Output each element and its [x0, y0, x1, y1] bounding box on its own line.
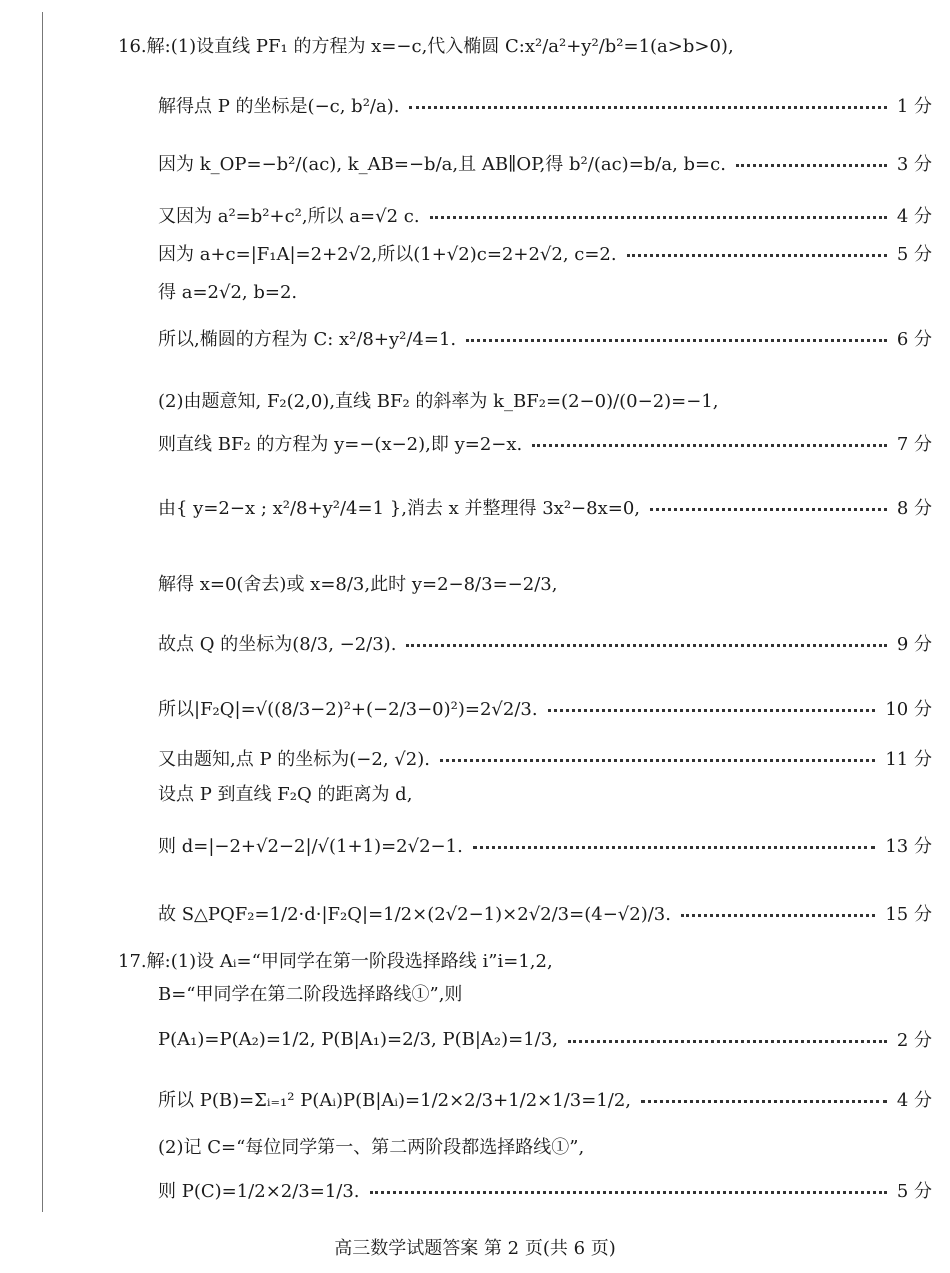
- score: 5 分: [896, 1181, 932, 1202]
- answer-line: [158, 1024, 932, 1054]
- leader-dots: [466, 339, 887, 342]
- score: 7 分: [896, 434, 932, 455]
- score: 1 分: [896, 96, 932, 117]
- line-text: 解得 x=0(舍去)或 x=8/3,此时 y=2−8/3=−2/3,: [158, 574, 558, 595]
- line-text: 16.解:(1)设直线 PF₁ 的方程为 x=−c,代入椭圆 C:x²/a²+y²/b²=1(a>b>0),: [118, 36, 734, 57]
- answer-line: [158, 90, 932, 120]
- score: 8 分: [896, 498, 932, 519]
- answer-line: [158, 978, 932, 1008]
- answer-line: [158, 1175, 932, 1205]
- answer-line: [158, 898, 932, 928]
- score: 4 分: [896, 206, 932, 227]
- answer-line: [158, 568, 932, 598]
- answer-line: [158, 492, 932, 522]
- line-text: P(A₁)=P(A₂)=1/2, P(B|A₁)=2/3, P(B|A₂)=1/3,: [158, 1028, 558, 1050]
- answer-line: [158, 1084, 932, 1114]
- answer-line: [158, 778, 932, 808]
- line-text: 则 d=|−2+√2−2|/√(1+1)=2√2−1.: [158, 836, 463, 857]
- line-text: 故 S△PQF₂=1/2·d·|F₂Q|=1/2×(2√2−1)×2√2/3=(4−√2)/3.: [158, 904, 671, 925]
- score: 6 分: [896, 329, 932, 350]
- score: 10 分: [885, 699, 932, 720]
- score: 9 分: [896, 634, 932, 655]
- leader-dots: [440, 759, 875, 762]
- line-text: 又由题知,点 P 的坐标为(−2, √2).: [158, 749, 430, 770]
- leader-dots: [532, 444, 887, 447]
- score: 13 分: [885, 836, 932, 857]
- leader-dots: [650, 508, 887, 511]
- answer-line: [158, 238, 932, 268]
- score: 11 分: [885, 749, 932, 770]
- line-text: 17.解:(1)设 Aᵢ=“甲同学在第一阶段选择路线 i”i=1,2,: [118, 951, 553, 972]
- score: 2 分: [896, 1030, 932, 1051]
- leader-dots: [641, 1100, 887, 1103]
- answer-line: [158, 743, 932, 773]
- leader-dots: [370, 1191, 887, 1194]
- score: 3 分: [896, 154, 932, 175]
- answer-line: [158, 628, 932, 658]
- line-text: 得 a=2√2, b=2.: [158, 282, 298, 303]
- line-text: B=“甲同学在第二阶段选择路线①”,则: [158, 984, 463, 1005]
- answer-line: [158, 428, 932, 458]
- leader-dots: [473, 846, 876, 849]
- answer-line: [158, 200, 932, 230]
- line-text: 所以,椭圆的方程为 C: x²/8+y²/4=1.: [158, 329, 457, 350]
- answer-line: [118, 945, 932, 975]
- score: 15 分: [885, 904, 932, 925]
- line-text: (2)由题意知, F₂(2,0),直线 BF₂ 的斜率为 k_BF₂=(2−0)/(0−2)=−1,: [158, 391, 719, 412]
- answer-line: [158, 693, 932, 723]
- page-footer: 高三数学试题答案 第 2 页(共 6 页): [334, 1238, 616, 1259]
- line-text: 又因为 a²=b²+c²,所以 a=√2 c.: [158, 206, 420, 227]
- line-text: 由{ y=2−x ; x²/8+y²/4=1 },消去 x 并整理得 3x²−8x=0,: [158, 498, 640, 519]
- leader-dots: [681, 914, 875, 917]
- leader-dots: [548, 709, 876, 712]
- line-text: 所以 P(B)=Σᵢ₌₁² P(Aᵢ)P(B|Aᵢ)=1/2×2/3+1/2×1/3=1/2,: [158, 1090, 632, 1111]
- line-text: (2)记 C=“每位同学第一、第二两阶段都选择路线①”,: [158, 1137, 585, 1158]
- leader-dots: [568, 1040, 887, 1043]
- leader-dots: [409, 106, 886, 109]
- answer-line: [158, 1131, 932, 1161]
- score: 4 分: [896, 1090, 932, 1111]
- line-text: 因为 k_OP=−b²/(ac), k_AB=−b/a,且 AB∥OP,得 b²/(ac)=b/a, b=c.: [158, 154, 726, 175]
- line-text: 因为 a+c=|F₁A|=2+2√2,所以(1+√2)c=2+2√2, c=2.: [158, 244, 617, 265]
- leader-dots: [406, 644, 886, 647]
- answer-line: [158, 148, 932, 178]
- answer-line: [158, 276, 932, 306]
- line-text: 故点 Q 的坐标为(8/3, −2/3).: [158, 634, 397, 655]
- answer-line: [158, 830, 932, 860]
- line-text: 解得点 P 的坐标是(−c, b²/a).: [158, 96, 400, 117]
- line-text: 则直线 BF₂ 的方程为 y=−(x−2),即 y=2−x.: [158, 434, 523, 455]
- leader-dots: [627, 254, 887, 257]
- answer-line: [158, 323, 932, 353]
- line-text: 则 P(C)=1/2×2/3=1/3.: [158, 1181, 360, 1202]
- line-text: 设点 P 到直线 F₂Q 的距离为 d,: [158, 784, 413, 805]
- answer-line: [158, 385, 932, 415]
- leader-dots: [430, 216, 887, 219]
- score: 5 分: [896, 244, 932, 265]
- line-text: 所以|F₂Q|=√((8/3−2)²+(−2/3−0)²)=2√2/3.: [158, 699, 538, 720]
- leader-dots: [736, 164, 887, 167]
- answer-line: [118, 30, 932, 60]
